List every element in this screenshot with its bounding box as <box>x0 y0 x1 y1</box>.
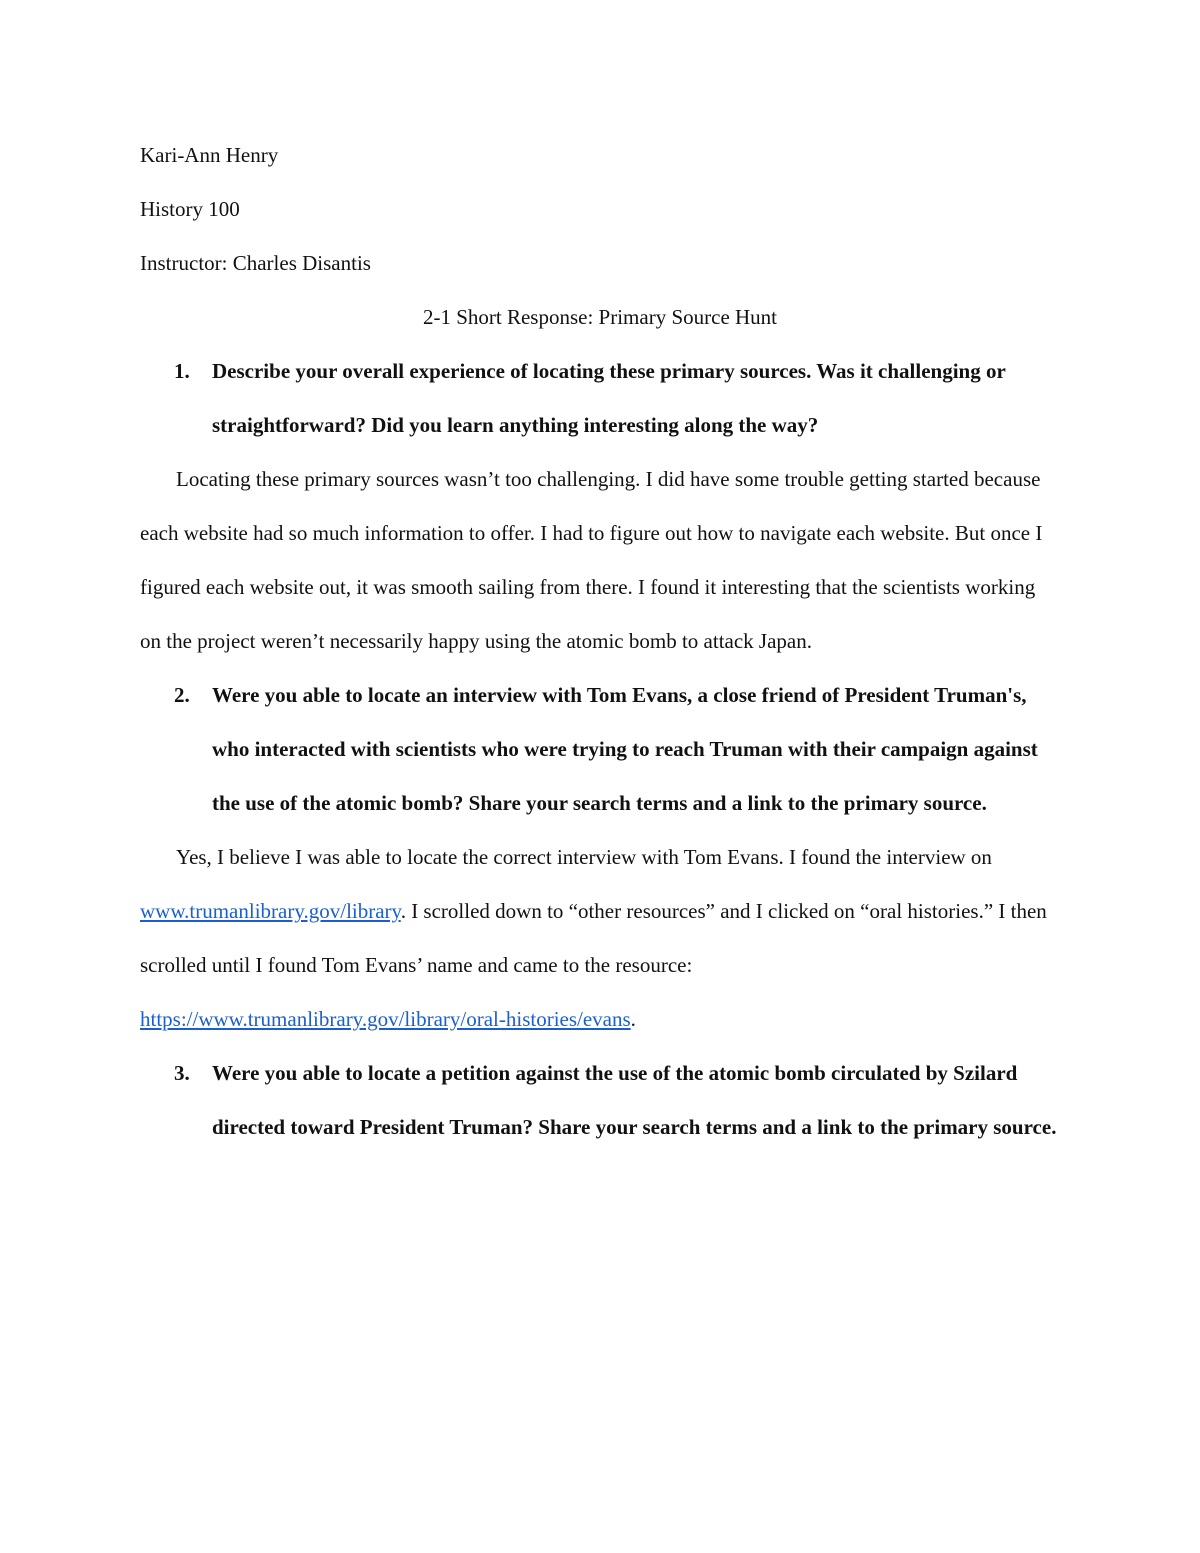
document-body <box>140 128 1060 1154</box>
course-name: History 100 <box>140 197 240 221</box>
answer-text: . <box>630 1007 636 1031</box>
truman-library-link[interactable]: www.trumanlibrary.gov/library <box>140 899 401 923</box>
answer-text: . I scrolled down to “other resources” and I clicked on “oral histories.” I then scrolled until I found Tom Evans’ name and came to the resource: <box>140 899 1047 977</box>
instructor-name: Instructor: Charles Disantis <box>140 251 371 275</box>
question-text: Were you able to locate a petition against the use of the atomic bomb circulated by Szilard directed toward President Truman? Share your search terms and a link to the primary source. <box>212 1061 1057 1139</box>
question-text: Describe your overall experience of locating these primary sources. Was it challenging or straightforward? Did you learn anything interesting along the way? <box>212 359 1006 437</box>
author-name: Kari-Ann Henry <box>140 143 279 167</box>
document-title: 2-1 Short Response: Primary Source Hunt <box>422 305 778 329</box>
question-number: 2. <box>174 683 190 707</box>
question-1 <box>140 344 1060 452</box>
answer-1: Locating these primary sources wasn’t too challenging. I did have some trouble getting started because each website had so much information to offer. I had to figure out how to navigate each website. But once I figured each website out, it was smooth sailing from there. I found it interesting that the scientists working on the project weren’t necessarily happy using the atomic bomb to attack Japan. <box>140 467 1043 653</box>
question-number: 1. <box>174 359 190 383</box>
question-3 <box>140 1046 1060 1154</box>
question-number: 3. <box>174 1061 190 1085</box>
question-2 <box>140 668 1060 830</box>
answer-2 <box>140 830 1060 1046</box>
oral-history-evans-link[interactable]: https://www.trumanlibrary.gov/library/oral-histories/evans <box>140 1007 631 1031</box>
answer-text: Yes, I believe I was able to locate the correct interview with Tom Evans. I found the interview on <box>176 845 992 869</box>
question-text: Were you able to locate an interview with Tom Evans, a close friend of President Truman's, who interacted with scientists who were trying to reach Truman with their campaign against the use of the atomic bomb? Share your search terms and a link to the primary source. <box>212 683 1038 815</box>
